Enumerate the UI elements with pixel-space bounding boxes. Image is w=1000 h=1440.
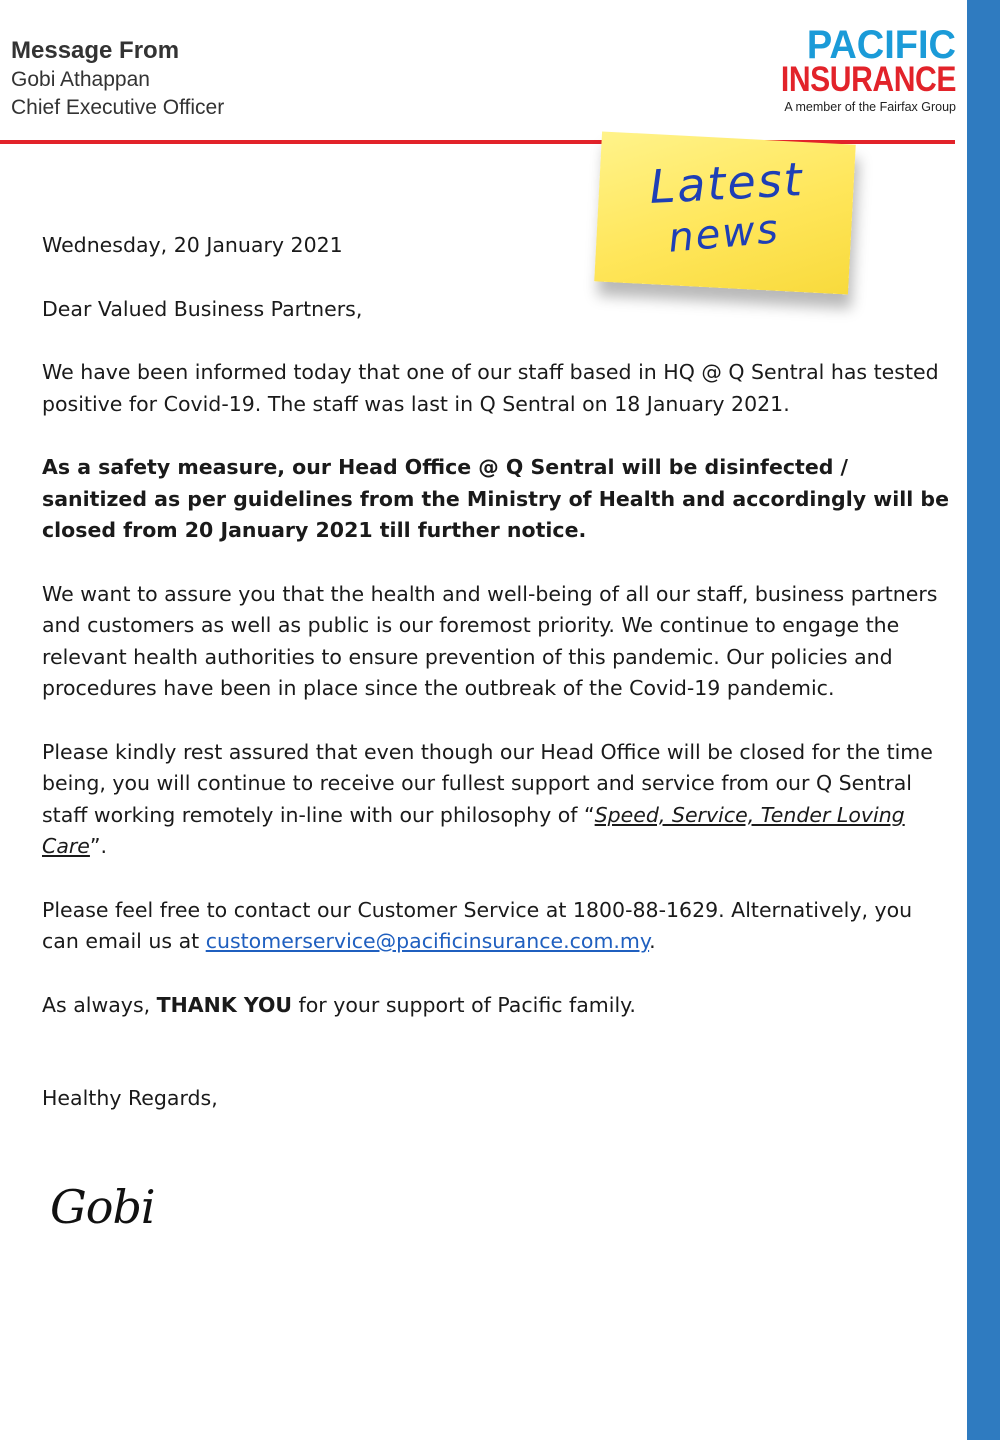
- customer-service-email-link[interactable]: customerservice@pacificinsurance.com.my: [205, 929, 650, 953]
- letter-body: [42, 230, 952, 1115]
- contact-text: Please feel free to contact our Customer Service at 1800-88-1629. Alternatively, you can email us at: [42, 897, 913, 953]
- logo-line-pacific: PACIFIC: [806, 23, 956, 67]
- paragraph-covid-case: We have been informed today that one of our staff based in HQ @ Q Sentral has tested positive for Covid-19. The staff was last in Q Sentral on 18 January 2021.: [42, 360, 939, 416]
- paragraph-continued-support: [42, 737, 952, 863]
- sender-role: Chief Executive Officer: [11, 96, 225, 119]
- support-text: Please kindly rest assured that even though our Head Office will be closed for the time being, you will continue to receive our fullest support and service from our Q Sentral staff working remotely in-line with our philosophy of “: [42, 739, 933, 827]
- thank-you-emphasis: THANK YOU: [156, 992, 293, 1017]
- pacific-insurance-logo: [748, 23, 956, 115]
- thanks-text: As always,: [42, 992, 157, 1017]
- logo-tagline: A member of the Fairfax Group: [784, 100, 956, 114]
- support-text-end: ”.: [89, 834, 108, 858]
- sticky-note-latest: Latest: [648, 152, 805, 215]
- paragraph-contact: [42, 895, 952, 958]
- logo-line-insurance: INSURANCE: [780, 60, 956, 99]
- philosophy-text: Speed, Service, Tender Loving Care: [42, 802, 905, 858]
- sticky-note-news: news: [666, 206, 782, 262]
- message-from-block: [11, 36, 224, 122]
- message-from-title: Message From: [11, 37, 180, 64]
- paragraph-thank-you: [42, 990, 952, 1022]
- signature: Gobi: [50, 1180, 155, 1234]
- sender-name: Gobi Athappan: [11, 68, 150, 91]
- letter-closing: Healthy Regards,: [42, 1086, 218, 1110]
- side-accent-bar: [967, 0, 1000, 1440]
- paragraph-office-closure: As a safety measure, our Head Office @ Q Sentral will be disinfected / sanitized as per guidelines from the Ministry of Health and accordingly will be closed from 20 January 2021 till further notice.: [42, 455, 949, 542]
- paragraph-assurance: We want to assure you that the health and well-being of all our staff, business partners and customers as well as public is our foremost priority. We continue to engage the relevant health authorities to ensure prevention of this pandemic. Our policies and procedures have been in place since the outbreak of the Covid-19 pandemic.: [42, 581, 938, 700]
- letter-date: Wednesday, 20 January 2021: [42, 233, 343, 257]
- letter-salutation: Dear Valued Business Partners,: [42, 296, 363, 321]
- contact-text-end: .: [649, 929, 656, 953]
- thanks-text-end: for your support of Pacific family.: [292, 992, 636, 1017]
